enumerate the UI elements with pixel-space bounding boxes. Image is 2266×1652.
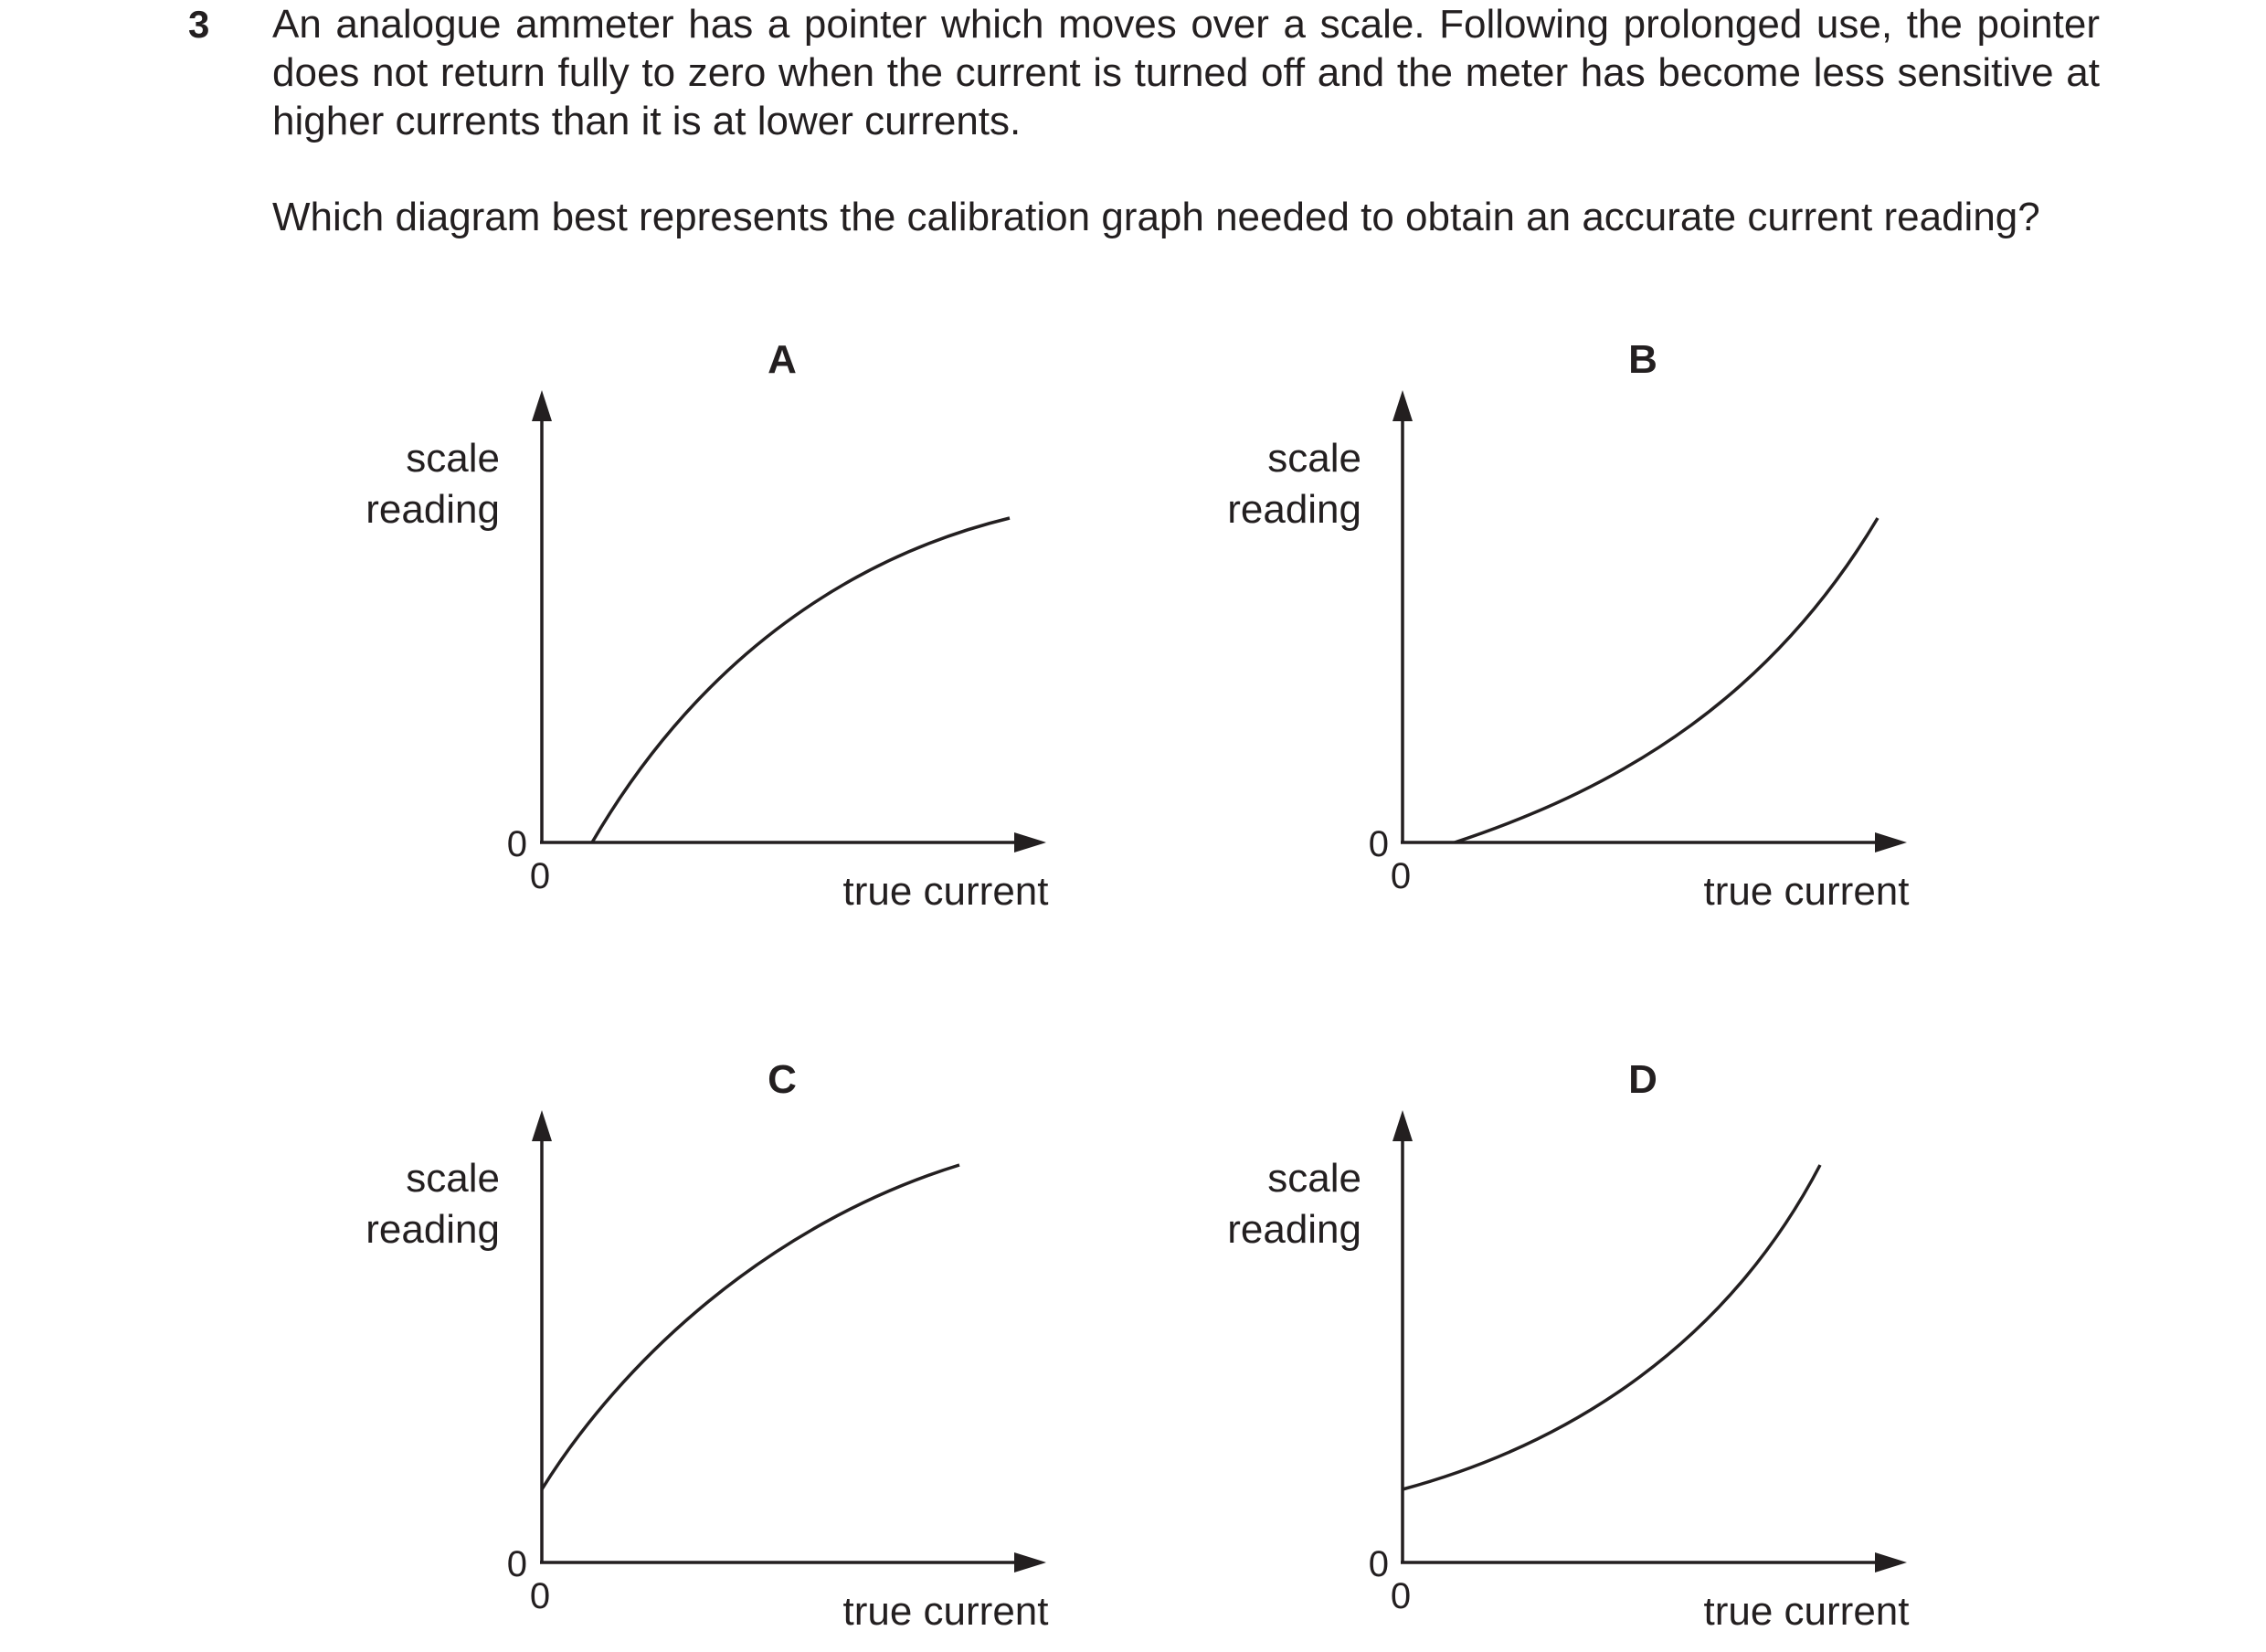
x-origin-zero-b: 0 <box>1390 856 1412 896</box>
x-axis-arrow-c <box>1014 1552 1046 1573</box>
calibration-curve-d <box>1403 1165 1820 1489</box>
option-letter-c: C <box>768 1057 797 1102</box>
x-axis-arrow-d <box>1875 1552 1907 1573</box>
y-axis-label-a-line1: scale <box>406 436 500 481</box>
y-origin-zero-a: 0 <box>506 824 527 864</box>
y-axis-label-c-line1: scale <box>406 1156 500 1201</box>
y-origin-zero-b: 0 <box>1368 824 1389 864</box>
y-axis-arrow-b <box>1392 390 1413 421</box>
option-letter-b: B <box>1628 337 1657 382</box>
x-axis-label-a: true current <box>842 869 1049 914</box>
option-letter-d: D <box>1628 1057 1657 1102</box>
y-axis-label-c-line2: reading <box>365 1207 500 1252</box>
x-axis-arrow-a <box>1014 832 1046 852</box>
x-origin-zero-a: 0 <box>529 856 551 896</box>
y-origin-zero-d: 0 <box>1368 1544 1389 1584</box>
graph-d <box>1227 1057 1909 1634</box>
y-axis-label-d-line2: reading <box>1227 1207 1361 1252</box>
y-axis-arrow-c <box>532 1110 552 1141</box>
x-axis-arrow-b <box>1875 832 1907 852</box>
y-axis-arrow-a <box>532 390 552 421</box>
calibration-curve-a <box>592 518 1010 842</box>
calibration-curve-b <box>1455 518 1878 842</box>
y-axis-arrow-d <box>1392 1110 1413 1141</box>
option-letter-a: A <box>768 337 797 382</box>
graph-a <box>365 337 1048 914</box>
y-axis-label-b-line1: scale <box>1267 436 1361 481</box>
x-origin-zero-d: 0 <box>1390 1576 1412 1616</box>
y-origin-zero-c: 0 <box>506 1544 527 1584</box>
y-axis-label-d-line1: scale <box>1267 1156 1361 1201</box>
x-origin-zero-c: 0 <box>529 1576 551 1616</box>
question-prompt: Which diagram best represents the calibration graph needed to obtain an accurate current reading? <box>272 195 2040 239</box>
y-axis-label-a-line2: reading <box>365 487 500 532</box>
question-stem: An analogue ammeter has a pointer which moves over a scale. Following prolonged use, the pointer does not return fully to zero when the current is turned off and the meter has become less sensitive at higher currents than it is at lower currents. <box>272 2 2100 143</box>
x-axis-label-b: true current <box>1703 869 1910 914</box>
x-axis-label-d: true current <box>1703 1589 1910 1634</box>
calibration-curve-c <box>542 1165 959 1489</box>
y-axis-label-b-line2: reading <box>1227 487 1361 532</box>
graph-c <box>365 1057 1048 1634</box>
question-number: 3 <box>188 3 210 46</box>
graph-b <box>1227 337 1909 914</box>
x-axis-label-c: true current <box>842 1589 1049 1634</box>
